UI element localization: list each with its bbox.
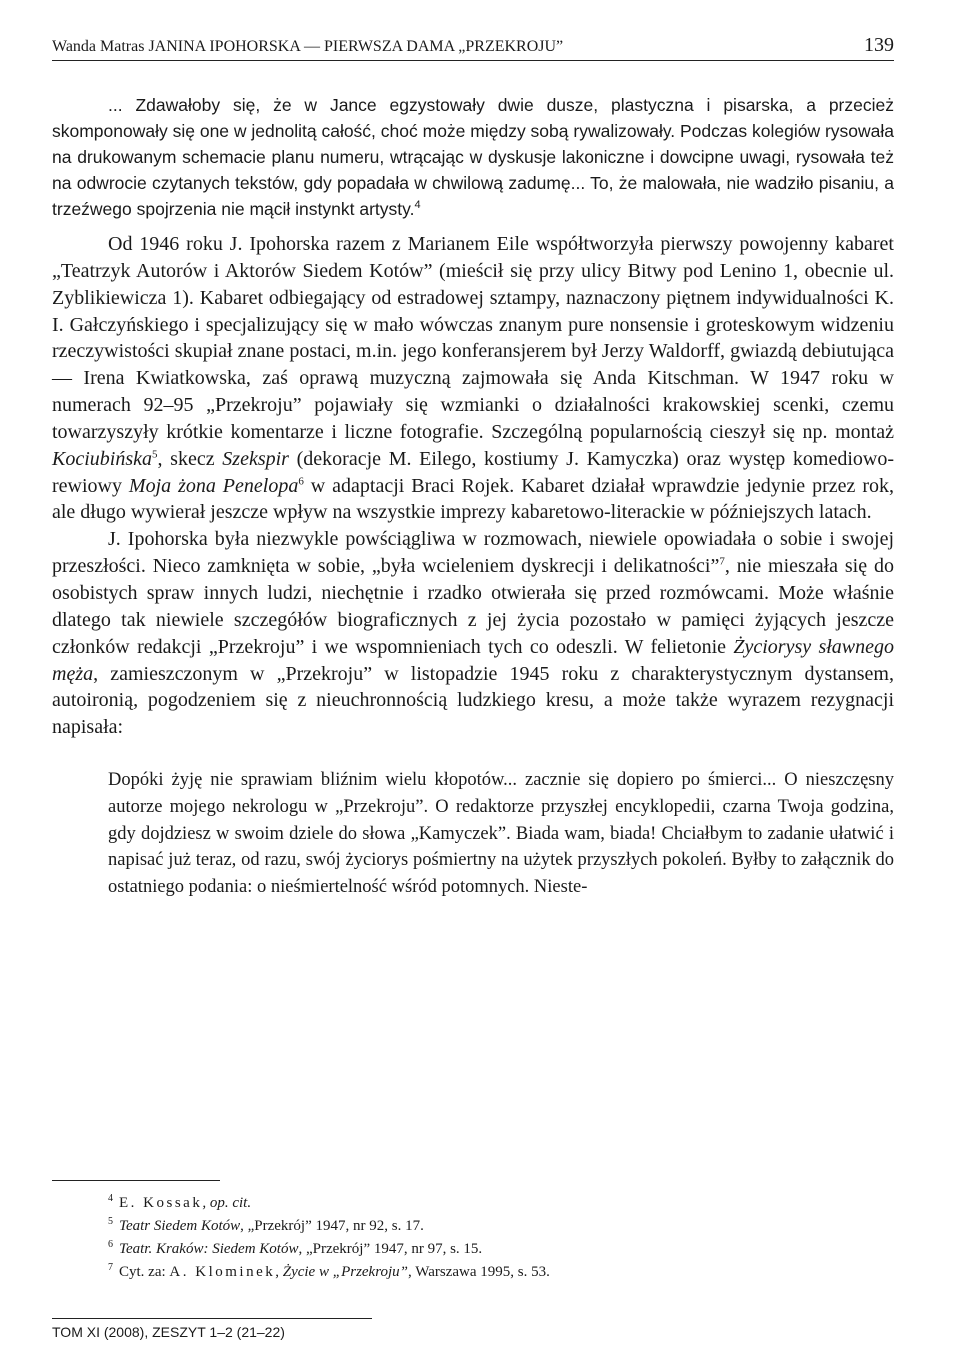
paragraph-text: , nie mieszała się do osobistych spraw innych ludzi, niechętnie i rzadko otwierała się przed rozmówcami. Może właśnie dlatego tak niewiele szczegółów biograficznych z jej życia pozostało w pamięci żyjących jeszcze członków redakcji „Przekroju” i we wspomnieniach tych co odeszli. W felietonie (52, 555, 894, 658)
footnote-text: , (275, 1264, 283, 1280)
footnote-number: 4 (108, 1193, 113, 1204)
work-title: Kociubińska (52, 447, 152, 470)
footer-divider (52, 1318, 372, 1319)
footnote-4 (108, 1192, 888, 1215)
footnote-ref: 4 (414, 199, 421, 212)
paragraph-cabaret (52, 231, 894, 526)
paragraph-text: w adaptacji Braci Rojek. Kabaret działał wprawdzie jedynie przez rok, ale długo wywierał jeszcze wpływ na wszystkie imprezy kabaretowo-literackie w późniejszych latach. (52, 474, 895, 524)
paragraph-text: J. Ipohorska była niezwykle powściągliwa w rozmowach, niewiele opowiadała o sobie i swojej przeszłości. Nieco zamknięta w sobie, „była wcieleniem dyskrecji i delikatności” (52, 528, 894, 578)
inline-quote-text: ... Zdawałoby się, że w Jance egzystowały dwie dusze, plastyczna i pisarska, a przecież skomponowały się one w jednolitą całość, choć może między sobą rywalizowały. Podczas kolegiów rysowała na drukowanym schemacie planu numeru, wtrącając w dyskusje lakoniczne i dowcipne uwagi, rysowała też na odwrocie czytanych tekstów, gdy popadała w chwilową zadumę... To, że malowała, nie wadziło pisaniu, a trzeźwego spojrzenia nie mącił instynkt artysty. (52, 95, 894, 219)
page-number: 139 (864, 34, 894, 56)
footnote-7 (108, 1261, 888, 1284)
paragraph-biography (52, 526, 894, 741)
block-quote: Dopóki żyję nie sprawiam bliźnim wielu kłopotów... zacznie się dopiero po śmierci... O nieszczęsny autorze mojego nekrologu w „Przekroju”. O redaktorze przyszłej encyklopedii, czarna Twoja godzina, gdy dojdziesz w swoim dziele do słowa „Kamyczek”. Biada wam, biada! Chciałbym to zadanie ułatwić i napisać już teraz, od razu, swój życiorys pośmiertny na użytek przyszłych pokoleń. Byłby to załącznik do ostatniego podania: o nieśmiertelność wśród potomnych. Nieste- (108, 770, 894, 898)
footnote-text: , Warszawa 1995, s. 53. (408, 1264, 550, 1280)
paragraph-text: Od 1946 roku J. Ipohorska razem z Marianem Eile współtworzyła pierwszy powojenny kabaret „Teatrzyk Autorów i Aktorów Siedem Kotów” (mieścił się przy ulicy Bitwy pod Lenino 1, obecnie ul. Zyblikiewicza 1). Kabaret odbiegający od estradowej sztampy, naznaczony piętnem indywidualności K. I. Gałczyńskiego i specjalizujący się w mało wówczas znanym pure nonsensie i groteskowym widzeniu rzeczywistości skupiał znane postaci, m.in. jego konferansjerem był Jerzy Waldorff, gwiazdą debiutująca — Irena Kwiatkowska, zaś oprawą muzyczną zajmowała się Anda Kitschman. W 1947 roku w numerach 92–95 „Przekroju” pojawiały się wzmianki o działalności krakowskiej scenki, czemu towarzyszyły krótkie komentarze i liczne fotografie. Szczególną popularnością cieszył się np. montaż (52, 233, 894, 443)
footnotes (108, 1192, 888, 1284)
work-title: Szekspir (222, 447, 289, 470)
footnote-number: 5 (108, 1216, 113, 1227)
footnote-6 (108, 1238, 888, 1261)
paragraph-text: , skecz (157, 447, 223, 470)
footnote-text: Cyt. za: (119, 1264, 170, 1280)
footnote-title: Teatr Siedem Kotów (119, 1218, 241, 1234)
footnote-5 (108, 1215, 888, 1238)
footnote-ref: 6 (298, 474, 304, 487)
paragraph-text: (dekoracje M. Eilego, kostiumy J. Kamyczka) oraz występ komediowo-rewiowy (52, 447, 894, 497)
footnote-text: , op. cit. (202, 1195, 252, 1211)
footnote-title: Teatr. Kraków: Siedem Kotów (119, 1241, 299, 1257)
running-title: Wanda Matras JANINA IPOHORSKA — PIERWSZA DAMA „PRZEKROJU” (52, 38, 564, 55)
inline-quote (52, 92, 894, 222)
footnote-author: A. Klominek (169, 1264, 276, 1280)
page-footer: TOM XI (2008), ZESZYT 1–2 (21–22) (52, 1324, 285, 1340)
paragraph-text: , zamieszczonym w „Przekroju” w listopadzie 1945 roku z charakterystycznym dystansem, autoironią, pogodzeniem się z nieuchronnością ludzkiego kresu, a może także wyrazem rezygnacji napisała: (52, 662, 894, 739)
footnote-number: 6 (108, 1239, 113, 1250)
footnote-ref: 5 (152, 448, 158, 461)
page-header (52, 34, 894, 61)
work-title: Moja żona Penelopa (128, 474, 299, 497)
footnote-title: Życie w „Przekroju” (282, 1264, 409, 1280)
footnote-text: , „Przekrój” 1947, nr 92, s. 17. (240, 1218, 424, 1234)
work-title: Życiorysy sławnego męża (52, 635, 895, 685)
footnote-author: E. Kossak (119, 1195, 203, 1211)
footnote-number: 7 (108, 1262, 113, 1273)
footnote-ref: 7 (719, 555, 725, 568)
article-body (52, 92, 894, 901)
footnote-text: , „Przekrój” 1947, nr 97, s. 15. (298, 1241, 483, 1257)
footnote-divider (52, 1180, 220, 1181)
